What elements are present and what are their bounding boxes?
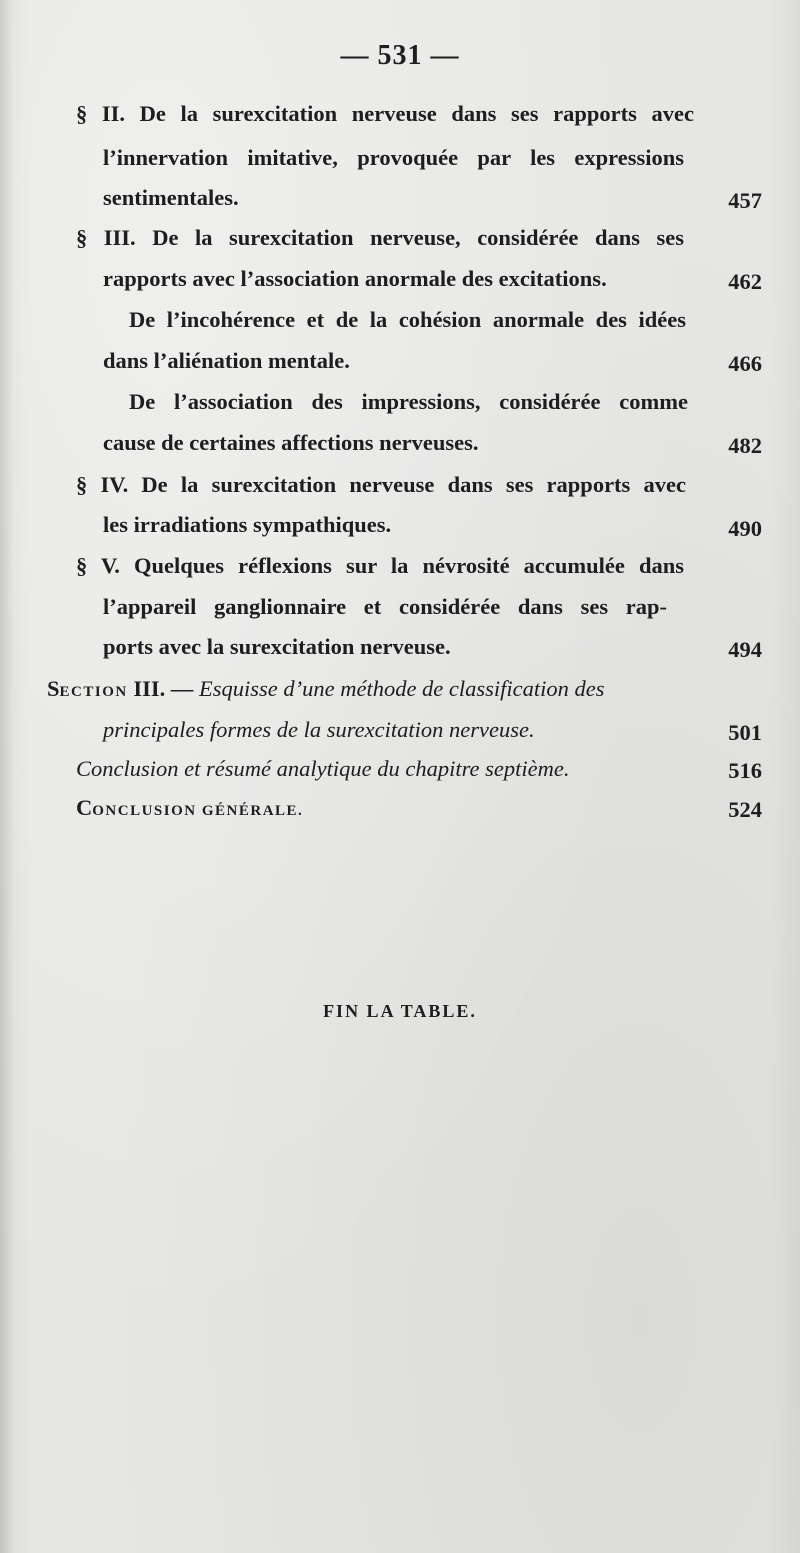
- toc-page-466: 466: [728, 351, 762, 376]
- end-of-table-heading: FIN LA TABLE.: [323, 1001, 477, 1021]
- toc-entry-conclusion-generale: [76, 797, 303, 820]
- toc-page-462: 462: [728, 269, 762, 294]
- toc-entry-association-line2: cause de certaines affections nerveuses.: [103, 430, 479, 455]
- toc-entry-s2-line3: sentimentales.: [103, 185, 239, 210]
- toc-entry-conclusion-chapter: Conclusion et résumé analytique du chapitre septième.: [76, 756, 570, 781]
- toc-entry-s5-line2: l’appareil ganglionnaire et considérée dans ses rap-: [103, 594, 667, 619]
- section-numeral: III. —: [133, 676, 194, 701]
- toc-page-490: 490: [728, 516, 762, 541]
- toc-page-524: 524: [728, 797, 762, 822]
- section3-title-italic: Esquisse d’une méthode de classification des: [198, 676, 605, 701]
- page-gutter-shadow: [0, 0, 14, 1553]
- toc-page-494: 494: [728, 637, 762, 662]
- toc-entry-s3-line1: § III. De la surexcitation nerveuse, considérée dans ses: [76, 225, 684, 250]
- toc-page-457: 457: [728, 188, 762, 213]
- conclusion-initial: C: [76, 795, 93, 820]
- toc-entry-s2-line1: § II. De la surexcitation nerveuse dans ses rapports avec: [76, 101, 694, 126]
- conclusion-rest: ONCLUSION GÉNÉRALE.: [92, 803, 304, 819]
- toc-entry-section3-line1: [47, 678, 687, 701]
- toc-entry-incoherence-line2: dans l’aliénation mentale.: [103, 348, 350, 373]
- toc-entry-s5-line1: § V. Quelques réflexions sur la névrosité accumulée dans: [76, 553, 684, 578]
- toc-entry-s2-line2: l’innervation imitative, provoquée par les expressions: [103, 145, 684, 170]
- toc-entry-s3-line2: rapports avec l’association anormale des excitations.: [103, 266, 607, 291]
- toc-page-516: 516: [728, 758, 762, 783]
- section-label-initial: S: [47, 676, 60, 701]
- toc-entry-section3-line2: principales formes de la surexcitation nerveuse.: [103, 717, 535, 742]
- toc-entry-incoherence-line1: De l’incohérence et de la cohésion anormale des idées: [129, 307, 686, 332]
- toc-page-501: 501: [728, 720, 762, 745]
- toc-entry-s4-line1: § IV. De la surexcitation nerveuse dans ses rapports avec: [76, 472, 686, 497]
- toc-entry-association-line1: De l’association des impressions, considérée comme: [129, 389, 688, 414]
- page-number: — 531 —: [340, 40, 460, 71]
- toc-entry-s4-line2: les irradiations sympathiques.: [103, 512, 392, 537]
- toc-entry-s5-line3: ports avec la surexcitation nerveuse.: [103, 634, 451, 659]
- section-label-rest: ECTION: [59, 684, 128, 700]
- toc-page-482: 482: [728, 433, 762, 458]
